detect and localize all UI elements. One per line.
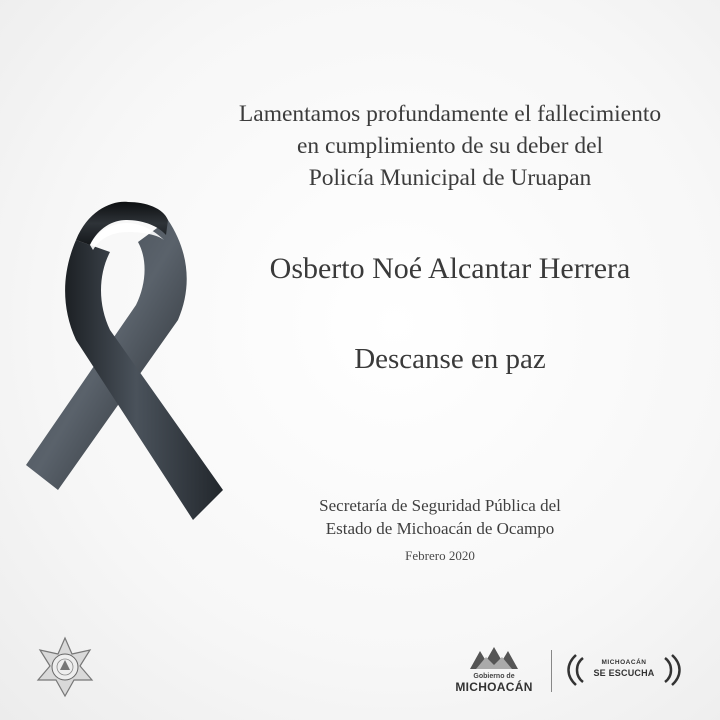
condolence-message	[190, 98, 710, 194]
police-star-badge-icon	[34, 636, 96, 698]
intro-line: Policía Municipal de Uruapan	[308, 165, 592, 191]
intro-line: en cumplimiento de su deber del	[296, 133, 604, 159]
michoacan-label: MICHOACÁN	[455, 680, 533, 694]
organization-line: Secretaría de Seguridad Pública del	[319, 496, 561, 515]
sound-waves-icon	[661, 652, 683, 688]
escucha-top-label: MICHOACÁN	[601, 659, 647, 666]
date-text: Febrero 2020	[405, 548, 475, 563]
michoacan-se-escucha-logo	[565, 652, 683, 688]
organization-name	[230, 494, 650, 540]
gobierno-michoacan-logo-icon	[466, 645, 522, 671]
gobierno-label: Gobierno de	[473, 673, 515, 680]
logo-divider	[551, 650, 552, 692]
gobierno-michoacan-logo	[448, 645, 540, 705]
rest-in-peace-text: Descanse en paz	[354, 343, 546, 375]
intro-line: Lamentamos profundamente el fallecimiento	[238, 101, 662, 127]
deceased-name: Osberto Noé Alcantar Herrera	[269, 252, 631, 285]
organization-line: Estado de Michoacán de Ocampo	[325, 519, 555, 538]
sound-waves-icon	[565, 652, 587, 688]
escucha-bottom-label: SE ESCUCHA	[593, 668, 655, 678]
